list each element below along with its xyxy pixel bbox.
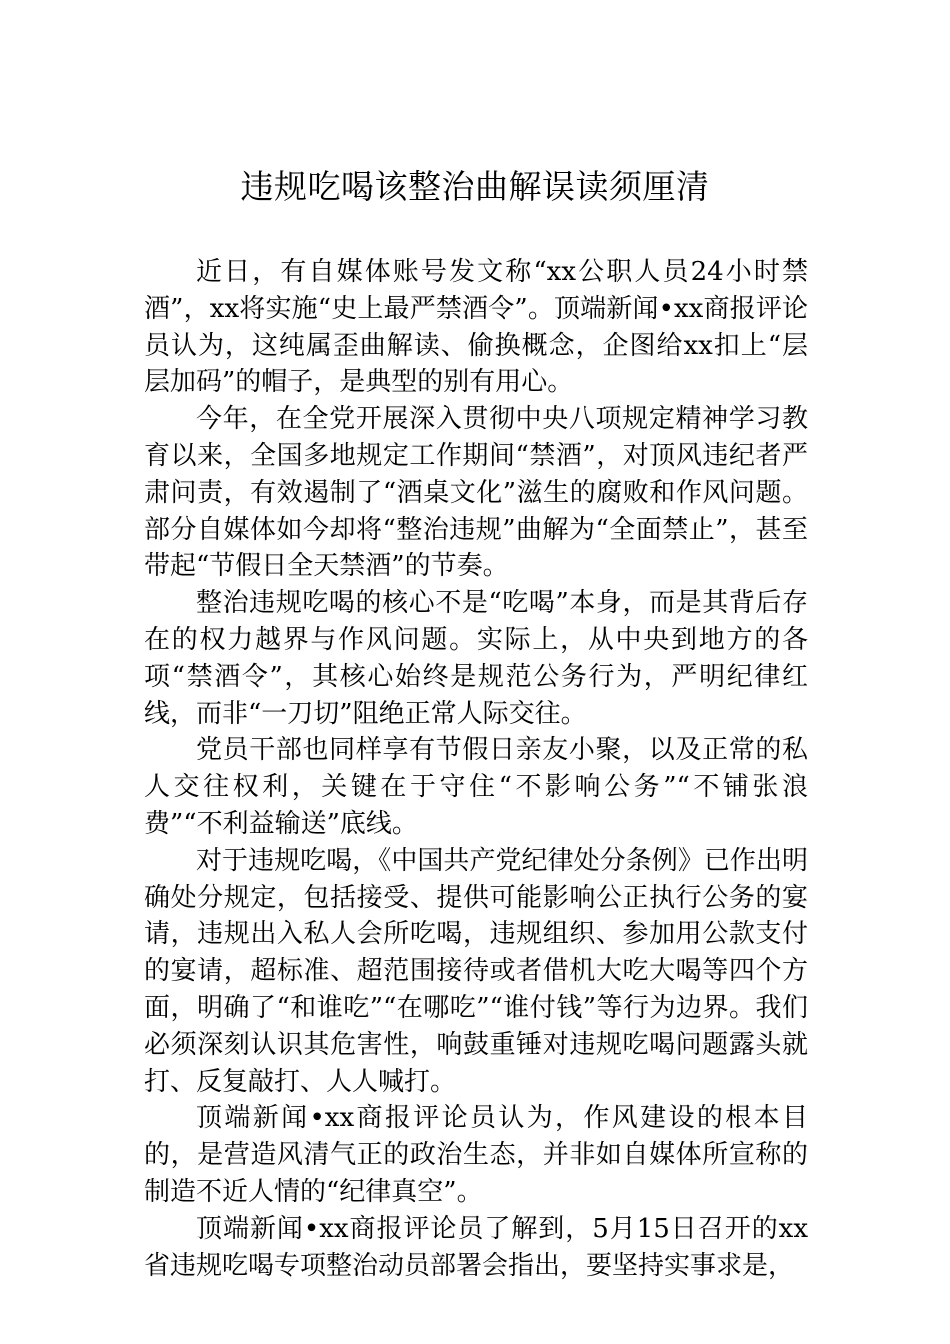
paragraph: 整治违规吃喝的核心不是“吃喝”本身，而是其背后存在的权力越界与作风问题。实际上，从中央到地方的各项“禁酒令”，其核心始终是规范公务行为，严明纪律红线，而非“一刀切”阻绝正常人际交往。 (144, 588, 808, 729)
paragraph: 顶端新闻•xx商报评论员认为，作风建设的根本目的，是营造风清气正的政治生态，并非如自媒体所宣称的制造不近人情的“纪律真空”。 (144, 1103, 808, 1207)
paragraph: 对于违规吃喝，《中国共产党纪律处分条例》已作出明确处分规定，包括接受、提供可能影响公正执行公务的宴请，违规出入私人会所吃喝，违规组织、参加用公款支付的宴请，超标准、超范围接待或者借机大吃大喝等四个方面，明确了“和谁吃”“在哪吃”“谁付钱”等行为边界。我们必须深刻认识其危害性，响鼓重锤对违规吃喝问题露头就打、反复敲打、人人喊打。 (144, 845, 808, 1097)
document-title: 违规吃喝该整治曲解误读须厘清 (240, 167, 710, 206)
document-body (144, 254, 808, 1284)
paragraph: 今年，在全党开展深入贯彻中央八项规定精神学习教育以来，全国多地规定工作期间“禁酒”，对顶风违纪者严肃问责，有效遏制了“酒桌文化”滋生的腐败和作风问题。部分自媒体如今却将“整治违规”曲解为“全面禁止”，甚至带起“节假日全天禁酒”的节奏。 (144, 404, 808, 582)
paragraph: 党员干部也同样享有节假日亲友小聚，以及正常的私人交往权利，关键在于守住“不影响公务”“不铺张浪费”“不利益输送”底线。 (144, 735, 808, 839)
paragraph: 顶端新闻•xx商报评论员了解到，5月15日召开的xx省违规吃喝专项整治动员部署会指出，要坚持实事求是， (144, 1213, 808, 1281)
paragraph: 近日，有自媒体账号发文称“xx公职人员24小时禁酒”，xx将实施“史上最严禁酒令”。顶端新闻•xx商报评论员认为，这纯属歪曲解读、偷换概念，企图给xx扣上“层层加码”的帽子，是典型的别有用心。 (144, 257, 808, 398)
